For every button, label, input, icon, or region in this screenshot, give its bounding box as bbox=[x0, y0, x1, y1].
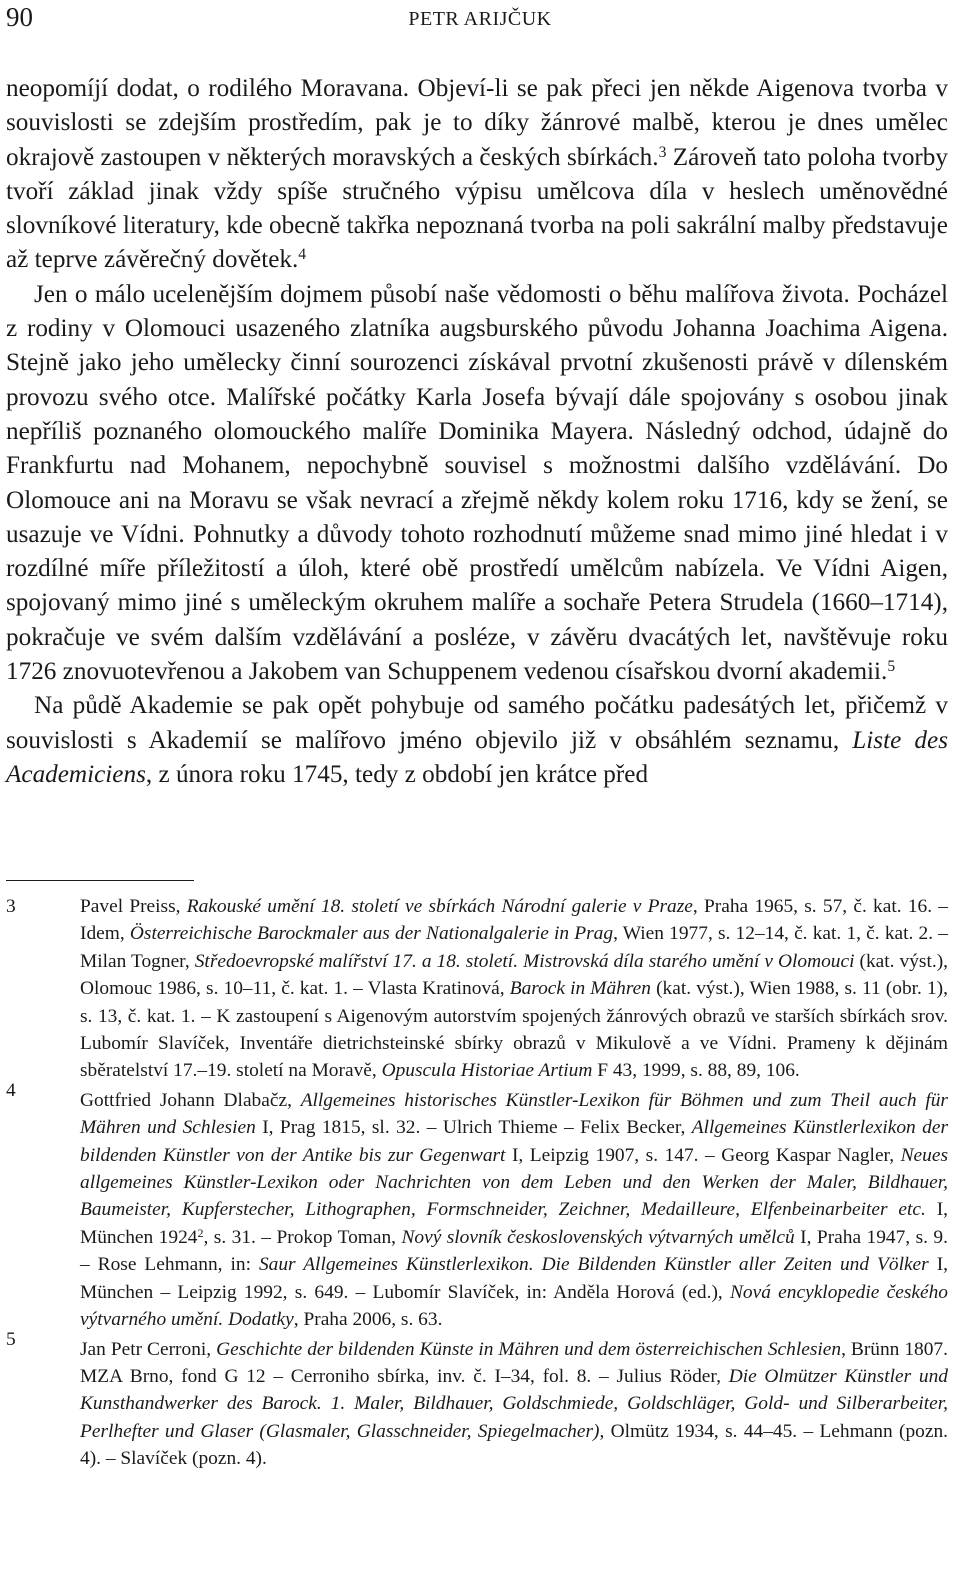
italic-title: Opuscula Historiae Artium bbox=[381, 1060, 593, 1082]
italic-title: Geschichte der bildenden Künste in Mähren und dem österreichischen Schlesien bbox=[216, 1338, 842, 1360]
running-head: PETR ARIJČUK bbox=[408, 8, 552, 30]
footnote-number: 5 bbox=[6, 1328, 16, 1350]
italic-title: Allgemeines Künstlerlexikon der bildenden Künstler von der Antike bis zur Gegenwart bbox=[80, 1117, 949, 1166]
footnote-reference: 5 bbox=[887, 658, 896, 676]
paragraph bbox=[6, 689, 948, 792]
italic-title: Nový slovník československých výtvarných umělců bbox=[401, 1226, 795, 1248]
paragraph bbox=[6, 278, 948, 690]
text-run: Zároveň tato poloha tvorby tvoří základ jinak vždy spíše stručného výpisu umělcova díla v heslech uměnovědné slovníkové literatury, kde obecně takřka nepoznaná tvorba na poli sakrální malby představuje až teprve závěrečný dovětek. bbox=[6, 143, 948, 274]
text-run: (kat. výst.), Olomouc 1986, s. 10–11, č. kat. 1. – Vlasta Kratinová, bbox=[80, 950, 948, 1000]
footnote-number: 3 bbox=[6, 896, 16, 917]
text-run: Jan Petr Cerroni, bbox=[80, 1338, 217, 1360]
text-run: Gottfried Johann Dlabačz, bbox=[80, 1089, 301, 1111]
text-run: F 43, 1999, s. 88, 89, 106. bbox=[592, 1060, 800, 1082]
body-text bbox=[6, 72, 948, 792]
text-run: , z února roku 1745, tedy z období jen krátce před bbox=[145, 760, 649, 788]
text-run: neopomíjí dodat, o rodilého Moravana. Objeví-li se pak přeci jen někde Aigenova tvorba v souvislosti se zdejším prostředím, pak je to díky žánrové malbě, kterou je dnes umělec okrajově zastoupen v některých moravských a českých sbírkách. bbox=[6, 75, 948, 171]
italic-title: Nová encyklopedie českého výtvarného umění. Dodatky bbox=[80, 1281, 948, 1331]
text-run: , Olmütz 1934, s. 44–45. – Lehmann (pozn. 4). – Slavíček (pozn. 4). bbox=[80, 1420, 948, 1470]
italic-title: Barock in Mähren bbox=[509, 978, 651, 1000]
footnote-text bbox=[80, 1087, 948, 1334]
text-run: , s. 31. – Prokop Toman, bbox=[203, 1226, 402, 1248]
text-run: , Brünn 1807. MZA Brno, fond G 12 – Cerroniho sbírka, inv. č. I–34, fol. 8. – Julius Röder, bbox=[80, 1338, 948, 1387]
text-run: , Wien 1977, s. 12–14, č. kat. 1, č. kat. 2. – Milan Togner, bbox=[80, 923, 948, 972]
text-run: Pavel Preiss, bbox=[80, 896, 187, 917]
footnote bbox=[6, 1079, 949, 1334]
footnote-reference: 3 bbox=[658, 143, 667, 161]
page-header bbox=[6, 2, 954, 36]
italic-title: Allgemeines historisches Künstler-Lexikon für Böhmen und zum Theil auch für Mähren und Schlesien bbox=[80, 1089, 948, 1139]
footnote-reference: 2 bbox=[197, 1225, 204, 1240]
text-run: (kat. výst.), Wien 1988, s. 11 (obr. 1), s. 13, č. kat. 1. – K zastoupení s Aigenovým autorstvím spojených žánrových obrazů ve starších sbírkách srov. Lubomír Slavíček, Inventáře dietrichsteinské sbírky obrazů v Mikulově a ve Vídni. Prameny k dějinám sběratelství 17.–19. století na Moravě, bbox=[80, 978, 948, 1082]
text-run: Jen o málo ucelenějším dojmem působí naše vědomosti o běhu malířova života. Pocházel z rodiny v Olomouci usazeného zlatníka augsburského původu Johanna Joachima Aigena. Stejně jako jeho umělecky činní sourozenci získával prvotní zkušenosti právě v dílenském provozu svého otce. Malířské počátky Karla Josefa bývají dále spojovány s osobou jinak nepříliš poznaného olomouckého malíře Dominika Mayera. Následný odchod, údajně do Frankfurtu nad Mohanem, nepochybně souvisel s možnostmi dalšího vzdělávání. Do Olomouce ani na Moravu se však nevrací a zřejmě někdy kolem roku 1716, kdy se žení, se usazuje ve Vídni. Pohnutky a důvody tohoto rozhodnutí můžeme snad mimo jiné hledat i v rozdílné míře příležitostí a úloh, které obě prostředí umělcům nabízela. Ve Vídni Aigen, spojovaný mimo jiné s uměleckým okruhem malíře a sochaře Petera Strudela (1660–1714), pokračuje ve svém dalším vzdělávání a posléze, v závěru dvacátých let, navštěvuje roku 1726 znovuotevřenou a Jakobem van Schuppenem vedenou císařskou dvorní akademii. bbox=[6, 280, 948, 686]
footnote-separator bbox=[6, 880, 194, 881]
footnote-text bbox=[80, 1336, 948, 1473]
footnote-text bbox=[80, 893, 948, 1085]
italic-title: Österreichische Barockmaler aus der Nationalgalerie in Prag bbox=[129, 923, 614, 945]
footnote bbox=[6, 1328, 948, 1473]
text-run: , Praha 2006, s. 63. bbox=[293, 1309, 443, 1331]
italic-title: Neues allgemeines Künstler-Lexikon oder Nachrichten von dem Leben und den Werken der Maler, Bildhauer, Baumeister, Kupferstecher, Lithographen, Formschneider, Zeichner, Medailleure, Elfenbeinarbeiter etc. bbox=[80, 1144, 948, 1221]
footnotes bbox=[6, 893, 948, 1473]
text-run: I, Praha 1947, s. 9. – Rose Lehmann, in: bbox=[80, 1226, 948, 1276]
text-run: , Praha 1965, s. 57, č. kat. 16. – Idem, bbox=[80, 896, 949, 945]
text-run: I, München – Leipzig 1992, s. 649. – Lubomír Slavíček, in: Anděla Horová (ed.), bbox=[80, 1254, 949, 1303]
italic-title: Saur Allgemeines Künstlerlexikon. Die Bildenden Künstler aller Zeiten und Völker bbox=[258, 1254, 929, 1276]
footnote-number: 4 bbox=[6, 1079, 16, 1101]
footnote-reference: 4 bbox=[298, 246, 307, 264]
italic-title: Liste des Academiciens bbox=[6, 726, 948, 788]
italic-title: Středoevropské malířství 17. a 18. století. Mistrovská díla starého umění v Olomouci bbox=[194, 950, 855, 972]
text-run: I, München 1924 bbox=[80, 1199, 948, 1248]
text-run: I, Prag 1815, sl. 32. – Ulrich Thieme – Felix Becker, bbox=[255, 1117, 692, 1139]
text-run: Na půdě Akademie se pak opět pohybuje od samého počátku padesátých let, přičemž v souvislosti s Akademií se malířovo jméno objevilo již v obsáhlém seznamu, bbox=[6, 692, 948, 754]
paragraph bbox=[6, 72, 948, 278]
italic-title: Rakouské umění 18. století ve sbírkách Národní galerie v Praze bbox=[186, 896, 693, 917]
page-number: 90 bbox=[6, 2, 33, 32]
footnote bbox=[6, 893, 948, 1085]
italic-title: Die Olmützer Künstler und Kunsthandwerker des Barock. 1. Maler, Bildhauer, Goldschmiede, Goldschläger, Gold- und Silberarbeiter, Perlhefter und Glaser (Glasmaler, Glasschneider, Spiegelmacher) bbox=[80, 1365, 948, 1442]
text-run: I, Leipzig 1907, s. 147. – Georg Kaspar Nagler, bbox=[505, 1144, 901, 1166]
